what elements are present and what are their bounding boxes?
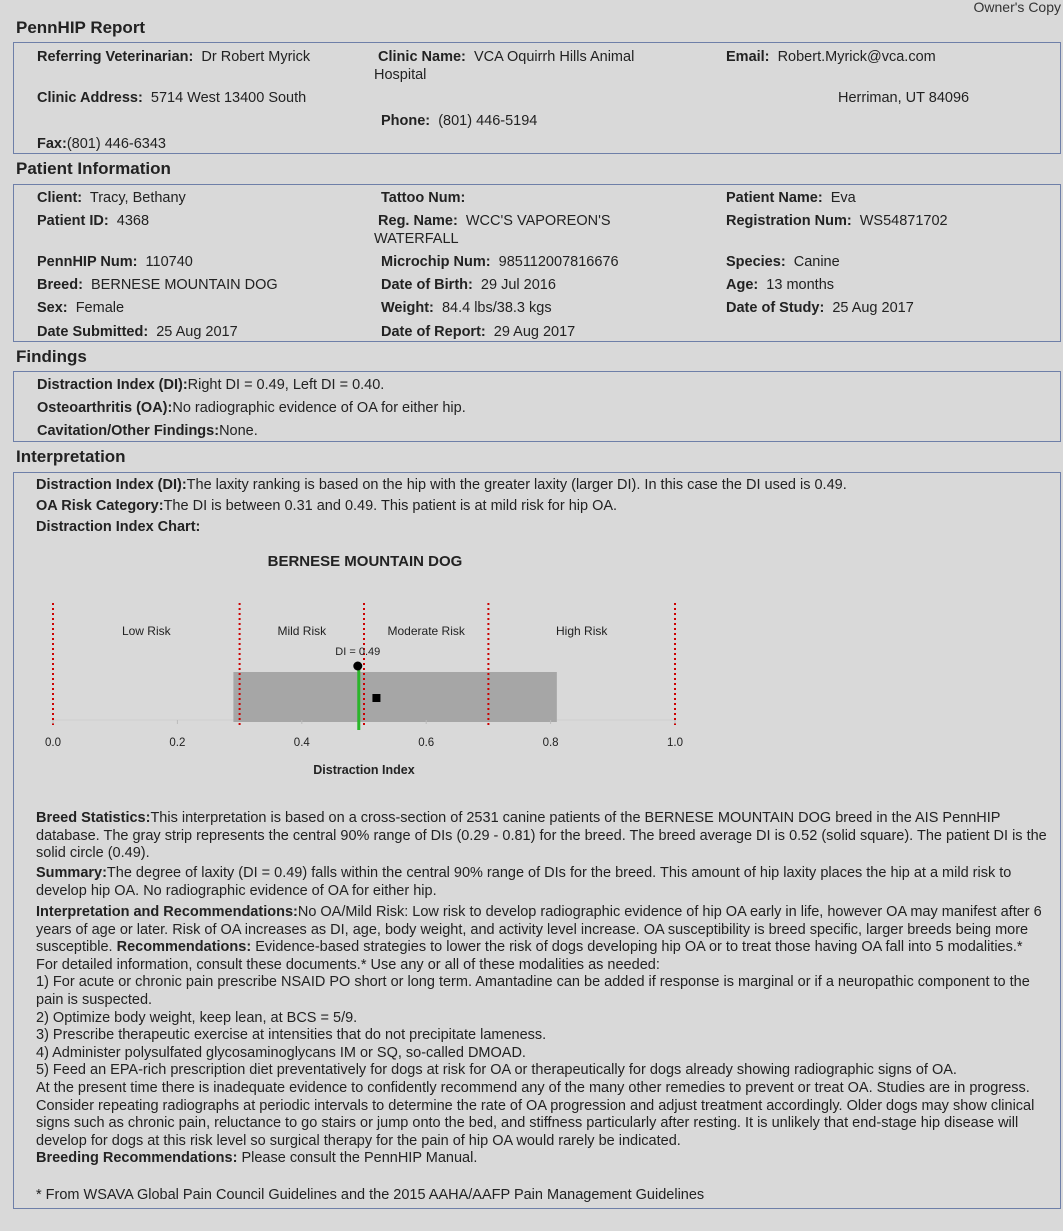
reg-name-value-cont: WATERFALL [374, 231, 459, 247]
date-study-value: 25 Aug 2017 [832, 300, 914, 316]
breeding-text: Please consult the PennHIP Manual. [241, 1150, 478, 1167]
ir-text: No OA/Mild Risk: Low risk to develop radiographic evidence of hip OA early in life, however OA may manifest after 6 years of age or later. Risk of OA increases as DI, age, body weight, and activity level increase. OA susceptibility is breed specific, larger breeds being more susceptible. [36, 904, 1042, 956]
age-value: 13 months [766, 277, 835, 293]
ir-label: Interpretation and Recommendations: [36, 904, 298, 920]
report-title: PennHIP Report [16, 18, 146, 37]
reg-num-label: Registration Num: [726, 213, 852, 229]
oa-risk-label: OA Risk Category: [36, 498, 164, 514]
fax-field [37, 135, 166, 153]
fax-label: Fax: [37, 136, 67, 152]
ref-vet-label: Referring Veterinarian: [37, 49, 194, 65]
client-field [37, 189, 186, 207]
date-submitted-field [37, 323, 238, 341]
dob-value: 29 Jul 2016 [480, 277, 556, 293]
chart-title: BERNESE MOUNTAIN DOG [267, 553, 463, 570]
weight-label: Weight: [381, 300, 434, 316]
summary-label: Summary: [36, 865, 107, 881]
client-label: Client: [37, 190, 83, 206]
breed-average-square [372, 694, 380, 702]
microchip-label: Microchip Num: [381, 254, 491, 270]
owners-copy-label: Owner's Copy [973, 0, 1061, 15]
patient-id-field [37, 212, 149, 230]
chart-heading [36, 518, 200, 536]
patient-name-field [726, 189, 856, 207]
age-label: Age: [726, 277, 759, 293]
tattoo-field [381, 189, 469, 207]
weight-value: 84.4 lbs/38.3 kgs [441, 300, 552, 316]
phone-field [381, 112, 537, 130]
x-tick-label: 0.6 [418, 737, 435, 749]
phone-value: (801) 446-5194 [438, 113, 538, 129]
patient-name-value: Eva [830, 190, 856, 206]
interpretation-recommendations [36, 904, 1048, 1168]
risk-zone-label-3: High Risk [556, 624, 608, 638]
x-tick-label: 0.2 [169, 737, 186, 749]
footnote: * From WSAVA Global Pain Council Guidelines and the 2015 AAHA/AAFP Pain Management Guidelines [36, 1187, 705, 1203]
findings-oa-label: Osteoarthritis (OA): [37, 400, 173, 416]
referral-box [13, 42, 1061, 154]
microchip-field [381, 253, 619, 271]
clinic-name-value: VCA Oquirrh Hills Animal [473, 49, 635, 65]
breed-range-strip [233, 672, 556, 722]
reg-name-value: WCC'S VAPOREON'S [465, 213, 611, 229]
species-value: Canine [793, 254, 840, 270]
recommendations-label: Recommendations: [116, 939, 252, 956]
reg-name-label: Reg. Name: [378, 213, 458, 229]
findings-oa [37, 399, 466, 417]
findings-di-label: Distraction Index (DI): [37, 377, 188, 393]
x-tick-label: 0.4 [293, 737, 310, 749]
findings-di [37, 376, 384, 394]
breed-label: Breed: [37, 277, 83, 293]
summary-text: The degree of laxity (DI = 0.49) falls within the central 90% range of DIs for the breed. This amount of hip laxity places the hip at a mild risk to develop hip OA. No radiographic evidence of OA for either hip. [36, 865, 1012, 899]
x-tick-label: 1.0 [667, 737, 683, 749]
clinic-name-value-cont: Hospital [374, 67, 427, 83]
city-state: Herriman, UT 84096 [838, 90, 970, 106]
ref-vet-value: Dr Robert Myrick [201, 49, 311, 65]
pennhip-num-label: PennHIP Num: [37, 254, 138, 270]
x-axis-label: Distraction Index [313, 763, 415, 777]
breed-stats-text: This interpretation is based on a cross-section of 2531 canine patients of the BERNESE MOUNTAIN DOG breed in the AIS PennHIP database. The gray strip represents the central 90% range of DIs (0.29 - 0.81) for the breed. The breed average DI is 0.52 (solid square). The patient DI is the solid circle (0.49). [36, 810, 1047, 862]
oa-risk-value: The DI is between 0.31 and 0.49. This patient is at mild risk for hip OA. [163, 498, 618, 514]
interp-oa-risk [36, 497, 617, 515]
interp-di [36, 476, 847, 494]
rec-item: 1) For acute or chronic pain prescribe NSAID PO short or long term. Amantadine can be added if response is marginal or if a neuropathic component to the pain is suspected. [36, 974, 1030, 1008]
fax-value: (801) 446-6343 [66, 136, 166, 152]
clinic-address-label: Clinic Address: [37, 90, 143, 106]
patient-info-title: Patient Information [16, 159, 171, 178]
age-field [726, 276, 834, 294]
risk-zone-label-0: Low Risk [121, 624, 171, 638]
date-report-field [381, 323, 575, 341]
reg-name-field [374, 212, 611, 248]
client-value: Tracy, Bethany [89, 190, 186, 206]
weight-field [381, 299, 552, 317]
distraction-index-chart [0, 540, 720, 790]
ref-vet-field [37, 48, 310, 66]
phone-label: Phone: [381, 113, 431, 129]
findings-cavitation [37, 422, 258, 440]
sex-label: Sex: [37, 300, 68, 316]
clinic-address-field [37, 89, 306, 107]
patient-di-circle [353, 662, 362, 671]
x-tick-label: 0.0 [45, 737, 61, 749]
patient-info-box [13, 184, 1061, 342]
breeding-label: Breeding Recommendations: [36, 1150, 238, 1167]
breed-value: BERNESE MOUNTAIN DOG [91, 277, 278, 293]
species-label: Species: [726, 254, 786, 270]
dob-label: Date of Birth: [381, 277, 473, 293]
email-value: Robert.Myrick@vca.com [777, 49, 936, 65]
breed-field [37, 276, 278, 294]
risk-zone-label-2: Moderate Risk [387, 624, 465, 638]
date-study-field [726, 299, 914, 317]
email-field [726, 48, 936, 66]
findings-title: Findings [16, 347, 87, 366]
email-label: Email: [726, 49, 770, 65]
rec-item: 2) Optimize body weight, keep lean, at BCS = 5/9. [36, 1009, 358, 1026]
closing-text: At the present time there is inadequate evidence to confidently recommend any of the many other remedies to prevent or treat OA. Studies are in progress. Consider repeating radiographs at periodic intervals to determine the rate of OA progression and adjust treatment accordingly. Older dogs may show clinical signs such as chronic pain, reluctance to go stairs or jump onto the bed, and stiffness particularly after resting. It is unlikely that end-stage hip disease will develop for dogs at this risk level so surgical therapy for the pain of hip OA would rarely be indicated. [36, 1079, 1035, 1149]
sex-field [37, 299, 124, 317]
pennhip-num-value: 110740 [145, 254, 193, 270]
rec-item: 3) Prescribe therapeutic exercise at intensities that do not precipitate lameness. [36, 1027, 547, 1044]
risk-zone-label-1: Mild Risk [277, 624, 327, 638]
rec-item: 4) Administer polysulfated glycosaminoglycans IM or SQ, so-called DMOAD. [36, 1044, 526, 1061]
patient-id-value: 4368 [116, 213, 150, 229]
patient-di-label: DI = 0.49 [335, 646, 381, 658]
interp-di-label: Distraction Index (DI): [36, 477, 187, 493]
microchip-value: 985112007816676 [498, 254, 619, 270]
clinic-address-value: 5714 West 13400 South [150, 90, 307, 106]
reg-num-field [726, 212, 948, 230]
x-tick-label: 0.8 [542, 737, 559, 749]
date-study-label: Date of Study: [726, 300, 825, 316]
interpretation-title: Interpretation [16, 447, 126, 466]
breed-stats-label: Breed Statistics: [36, 810, 151, 826]
patient-id-label: Patient ID: [37, 213, 109, 229]
clinic-name-label: Clinic Name: [378, 49, 466, 65]
findings-oa-value: No radiographic evidence of OA for either hip. [172, 400, 466, 416]
date-report-label: Date of Report: [381, 324, 486, 340]
date-submitted-value: 25 Aug 2017 [156, 324, 238, 340]
breed-statistics [36, 810, 1048, 863]
patient-name-label: Patient Name: [726, 190, 823, 206]
dob-field [381, 276, 556, 294]
findings-box [13, 371, 1061, 442]
pennhip-num-field [37, 253, 193, 271]
recommendations-text: Evidence-based strategies to lower the risk of dogs developing hip OA or to treat those having OA fall into 5 modalities.* For detailed information, consult these documents.* Use any or all of these modalities as needed: [36, 939, 1023, 973]
tattoo-label: Tattoo Num: [381, 190, 466, 206]
date-submitted-label: Date Submitted: [37, 324, 149, 340]
summary [36, 865, 1048, 900]
interp-di-value: The laxity ranking is based on the hip with the greater laxity (larger DI). In this case the DI used is 0.49. [186, 477, 847, 493]
findings-cav-value: None. [219, 423, 258, 439]
findings-cav-label: Cavitation/Other Findings: [37, 423, 220, 439]
sex-value: Female [75, 300, 125, 316]
chart-heading-label: Distraction Index Chart: [36, 519, 201, 535]
findings-di-value: Right DI = 0.49, Left DI = 0.40. [187, 377, 385, 393]
rec-item: 5) Feed an EPA-rich prescription diet preventatively for dogs at risk for OA or therapeutically for dogs already showing radiographic signs of OA. [36, 1062, 957, 1079]
reg-num-value: WS54871702 [859, 213, 948, 229]
date-report-value: 29 Aug 2017 [493, 324, 576, 340]
species-field [726, 253, 840, 271]
clinic-name-field [374, 48, 634, 84]
